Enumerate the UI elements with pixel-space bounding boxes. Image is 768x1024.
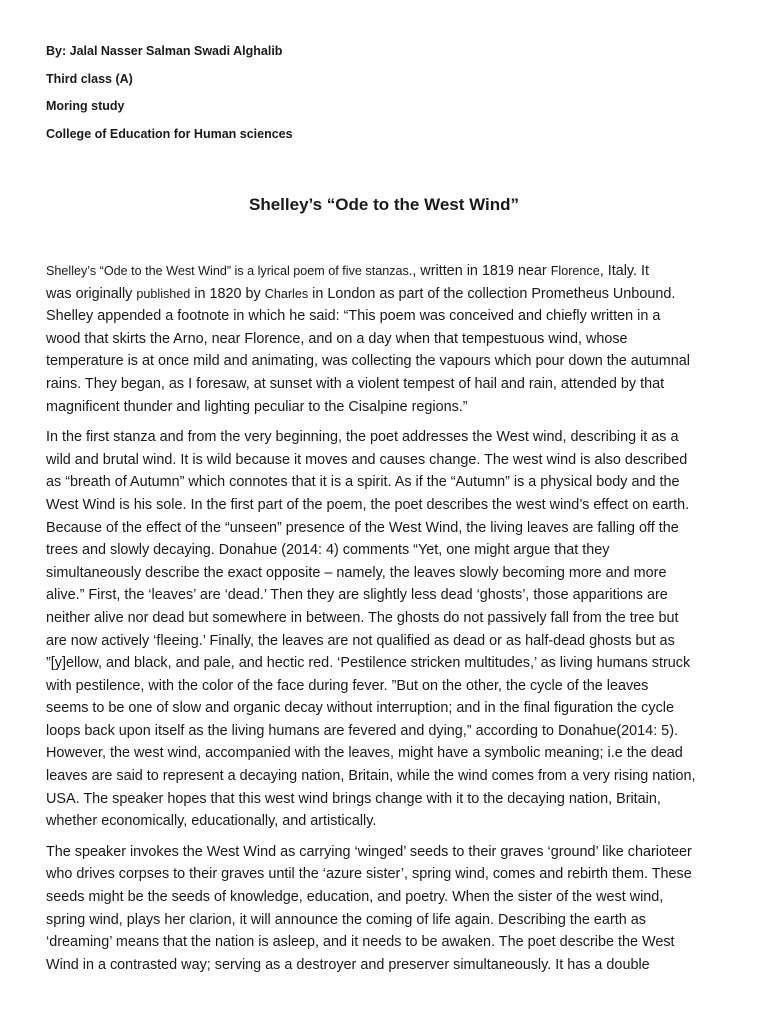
text-line: neither alive nor dead but somewhere in between. The ghosts do not passively fall from the tree but bbox=[46, 609, 679, 626]
text-line: as “breath of Autumn” which connotes that it is a spirit. As if the “Autumn” is a physical body and the bbox=[46, 474, 680, 491]
author-header bbox=[46, 44, 293, 154]
text-line: rains. They began, as I foresaw, at sunset with a violent tempest of hail and rain, attended by that bbox=[46, 375, 665, 392]
text-line: spring wind, plays her clarion, it will announce the coming of life again. Describing the earth as bbox=[46, 911, 646, 928]
text-line: loops back upon itself as the living humans are fevered and dying,” according to Donahue(2014: 5). bbox=[46, 722, 678, 739]
text-line: magnificent thunder and lighting peculiar to the Cisalpine regions.” bbox=[46, 398, 468, 415]
paragraph bbox=[46, 260, 726, 418]
text-line: with pestilence, with the color of the face during fever. ”But on the other, the cycle of the leaves bbox=[46, 677, 649, 694]
document-body bbox=[46, 260, 726, 984]
text-run: in London as part of the collection Prometheus Unbound. bbox=[308, 285, 676, 302]
text-run: , Italy. It bbox=[599, 263, 650, 279]
text-line bbox=[46, 283, 726, 306]
text-line: trees and slowly decaying. Donahue (2014: 4) comments “Yet, one might argue that they bbox=[46, 542, 610, 559]
text-line: who drives corpses to their graves until the ‘azure sister’, spring wind, comes and rebirth them. These bbox=[46, 866, 692, 883]
text-line: However, the west wind, accompanied with the leaves, might have a symbolic meaning; i.e the dead bbox=[46, 745, 683, 762]
text-line: leaves are said to represent a decaying nation, Britain, while the wind comes from a very rising nation, bbox=[46, 768, 696, 785]
text-line: seeds might be the seeds of knowledge, education, and poetry. When the sister of the west wind, bbox=[46, 889, 664, 906]
text-run: , written in 1819 near bbox=[412, 263, 551, 279]
text-line: USA. The speaker hopes that this west wind brings change with it to the decaying nation, Britain, bbox=[46, 790, 661, 807]
study-info: Moring study bbox=[46, 99, 125, 113]
text-run: Shelley’s “Ode to the West Wind” is a lyrical poem of five stanzas. bbox=[46, 264, 413, 278]
text-line: alive.” First, the ‘leaves’ are ‘dead.’ Then they are slightly less dead ‘ghosts’, those apparitions are bbox=[46, 587, 668, 604]
text-line: In the first stanza and from the very beginning, the poet addresses the West wind, describing it as a bbox=[46, 429, 679, 446]
text-line: ”[y]ellow, and black, and pale, and hectic red. ‘Pestilence stricken multitudes,’ as living humans struck bbox=[46, 655, 691, 672]
paragraph bbox=[46, 426, 726, 833]
text-run: published bbox=[136, 286, 191, 301]
text-line: Wind in a contrasted way; serving as a destroyer and preserver simultaneously. It has a double bbox=[46, 956, 650, 973]
text-line: wild and brutal wind. It is wild because it moves and causes change. The west wind is also described bbox=[46, 451, 688, 468]
text-line: whether economically, educationally, and artistically. bbox=[46, 813, 377, 830]
text-line: West Wind is his sole. In the first part of the poem, the poet describes the west wind’s effect on earth. bbox=[46, 496, 690, 513]
class-info: Third class (A) bbox=[46, 71, 133, 86]
text-line: temperature is at once mild and animating, was collecting the vapours which pour down the autumnal bbox=[46, 353, 690, 370]
text-run: Charles bbox=[264, 286, 309, 301]
text-line: seems to be one of slow and organic decay without interruption; and in the final figuration the cycle bbox=[46, 700, 674, 717]
text-line: are now actively ‘fleeing.’ Finally, the leaves are not qualified as dead or as half-dead ghosts but as bbox=[46, 632, 675, 649]
text-line: The speaker invokes the West Wind as carrying ‘winged’ seeds to their graves ‘ground’ like charioteer bbox=[46, 843, 692, 860]
text-line: simultaneously describe the exact opposite – namely, the leaves slowly becoming more and more bbox=[46, 564, 667, 581]
document-title: Shelley’s “Ode to the West Wind” bbox=[249, 195, 519, 214]
college-info: College of Education for Human sciences bbox=[46, 126, 293, 141]
author-name: By: Jalal Nasser Salman Swadi Alghalib bbox=[46, 44, 283, 58]
text-run: was originally bbox=[46, 285, 137, 302]
paragraph bbox=[46, 841, 726, 977]
text-line: Because of the effect of the “unseen” presence of the West Wind, the living leaves are falling off the bbox=[46, 519, 679, 536]
text-line: Shelley appended a footnote in which he said: “This poem was conceived and chiefly written in a bbox=[46, 308, 661, 325]
text-line bbox=[46, 260, 726, 283]
text-line: ‘dreaming’ means that the nation is asleep, and it needs to be awaken. The poet describe the West bbox=[46, 934, 675, 951]
text-line: wood that skirts the Arno, near Florence, and on a day when that tempestuous wind, whose bbox=[46, 330, 628, 347]
text-run: Florence bbox=[550, 264, 600, 278]
text-run: in 1820 by bbox=[190, 285, 265, 302]
